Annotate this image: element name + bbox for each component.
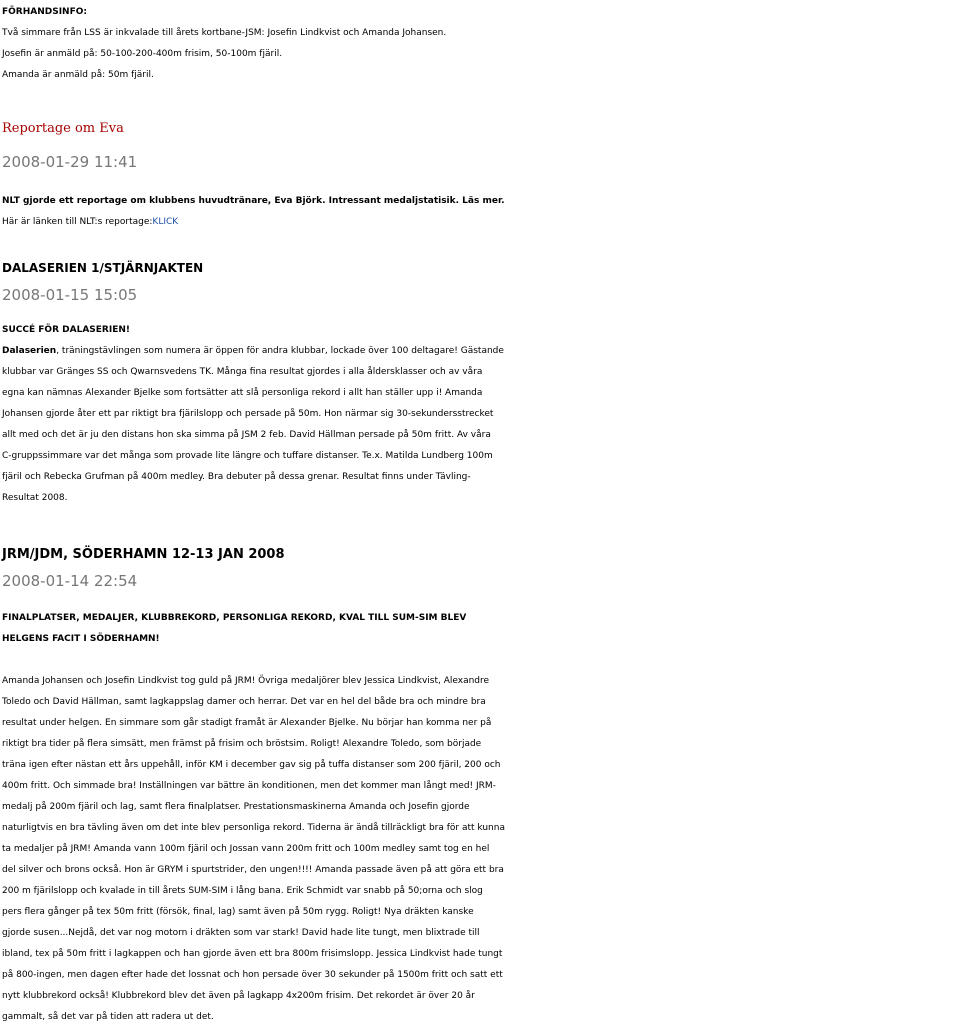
post-lead <box>2 608 958 650</box>
post-body-line: , träningstävlingen som numera är öppen för andra klubbar, lockade över 100 deltagare! Gästande <box>56 346 504 356</box>
preinfo-section <box>2 2 958 86</box>
post-body-line: nytt klubbrekord också! Klubbrekord blev det även på lagkapp 4x200m frisim. Det rekordet är över 20 år <box>2 991 475 1001</box>
post-body-line: pers flera gånger på tex 50m fritt (försök, final, lag) samt även på 50m rygg. Roligt! Nya dräkten kanske <box>2 907 474 917</box>
post-body-line: C-gruppssimmare var det många som provade lite längre och tuffare distanser. Te.x. Matilda Lundberg 100m <box>2 451 493 461</box>
post-title[interactable]: DALASERIEN 1/STJÄRNJAKTEN <box>2 261 204 275</box>
post-body-bold: Dalaserien <box>2 346 57 356</box>
post-date: 2008-01-15 15:05 <box>2 286 138 304</box>
post-body-line: ta medaljer på JRM! Amanda vann 100m fjäril och Jossan vann 200m fritt och 100m medley samt tog en hel <box>2 844 490 854</box>
post-body-line: 400m fritt. Och simmade bra! Inställningen var bättre än konditionen, men det kommer man långt med! JRM- <box>2 781 496 791</box>
post-body-line: 200 m fjärilslopp och kvalade in till årets SUM-SIM i lång bana. Erik Schmidt var snabb på 50;orna och slog <box>2 886 483 896</box>
post-body-line: ibland, tex på 50m fritt i lagkappen och han gjorde även ett bra 800m frisimslopp. Jessica Lindkvist hade tungt <box>2 949 503 959</box>
post-body-line: egna kan nämnas Alexander Bjelke som fortsätter att slå personliga rekord i allt han ställer upp i! Amanda <box>2 388 483 398</box>
post-body-line: på 800-ingen, men dagen efter hade det lossnat och hon persade över 30 sekunder på 1500m fritt och satt ett <box>2 970 503 980</box>
preinfo-line: Amanda är anmäld på: 50m fjäril. <box>2 70 154 80</box>
preinfo-heading: FÖRHANDSINFO: <box>2 7 87 17</box>
post-body-line: gammalt, så det var på tiden att radera ut det. <box>2 1012 214 1022</box>
post-body-line: medalj på 200m fjäril och lag, samt flera finalplatser. Prestationsmaskinerna Amanda och Josefin gjorde <box>2 802 470 812</box>
post-body-line: gjorde susen...Nejdå, det var nog motorn i dräkten som var stark! David hade lite tungt, men blixtrade till <box>2 928 480 938</box>
post-body-text: Här är länken till NLT:s reportage: <box>2 217 153 227</box>
post-body <box>2 212 958 233</box>
post-body-line: Toledo och David Hällman, samt lagkappslag damer och herrar. Det var en hel del både bra och mindre bra <box>2 697 486 707</box>
post-body-line: träna igen efter nästan ett års uppehåll, inför KM i december gav sig på tuffa distanser som 200 fjäril, 200 och <box>2 760 501 770</box>
news-post-jrm <box>2 540 958 1028</box>
preinfo-line: Två simmare från LSS är inkvalade till årets kortbane-JSM: Josefin Lindkvist och Amanda Johansen. <box>2 28 447 38</box>
post-body-line: fjäril och Rebecka Grufman på 400m medley. Bra debuter på dessa grenar. Resultat finns under Tävling- <box>2 472 471 482</box>
post-body-line: del silver och brons också. Hon är GRYM i spurtstrider, den ungen!!!! Amanda passade även på att göra ett bra <box>2 865 504 875</box>
post-date: 2008-01-29 11:41 <box>2 153 138 171</box>
post-title[interactable]: JRM/JDM, SÖDERHAMN 12-13 JAN 2008 <box>2 547 285 562</box>
post-lead-line: FINALPLATSER, MEDALJER, KLUBBREKORD, PERSONLIGA REKORD, KVAL TILL SUM-SIM BLEV <box>2 613 467 623</box>
preinfo-line: Josefin är anmäld på: 50-100-200-400m frisim, 50-100m fjäril. <box>2 49 283 59</box>
post-body-line: resultat under helgen. En simmare som går stadigt framåt är Alexander Bjelke. Nu börjar han komma ner på <box>2 718 492 728</box>
post-lead-line: HELGENS FACIT I SÖDERHAMN! <box>2 634 160 644</box>
post-body-line: allt med och det är ju den distans hon ska simma på JSM 2 feb. David Hällman persade på 50m fritt. Av våra <box>2 430 491 440</box>
post-date: 2008-01-14 22:54 <box>2 572 138 590</box>
post-title[interactable]: Reportage om Eva <box>2 121 124 136</box>
post-body-line: Resultat 2008. <box>2 493 68 503</box>
post-lead: SUCCÉ FÖR DALASERIEN! <box>2 325 130 335</box>
post-body <box>2 671 958 1028</box>
post-body-line: riktigt bra tider på flera simsätt, men främst på frisim och bröstsim. Roligt! Alexandre Toledo, som började <box>2 739 482 749</box>
klick-link[interactable]: KLICK <box>152 217 179 227</box>
news-post-reportage <box>2 114 958 233</box>
post-body-line: Amanda Johansen och Josefin Lindkvist tog guld på JRM! Övriga medaljörer blev Jessica Lindkvist, Alexandre <box>2 676 490 686</box>
post-body-line: naturligtvis en bra tävling även om det inte blev personliga rekord. Tiderna är ändå tillräckligt bra för att kunna <box>2 823 505 833</box>
post-lead: NLT gjorde ett reportage om klubbens huvudtränare, Eva Björk. Intressant medaljstatisik. Läs mer. <box>2 196 505 206</box>
post-body-line: klubbar var Gränges SS och Qwarnsvedens TK. Många fina resultat gjordes i alla åldersklasser och av våra <box>2 367 483 377</box>
post-body-line: Johansen gjorde åter ett par riktigt bra fjärilslopp och persade på 50m. Hon närmar sig 30-sekundersstrecket <box>2 409 494 419</box>
post-body <box>2 341 958 509</box>
news-post-dalaserien <box>2 254 958 509</box>
